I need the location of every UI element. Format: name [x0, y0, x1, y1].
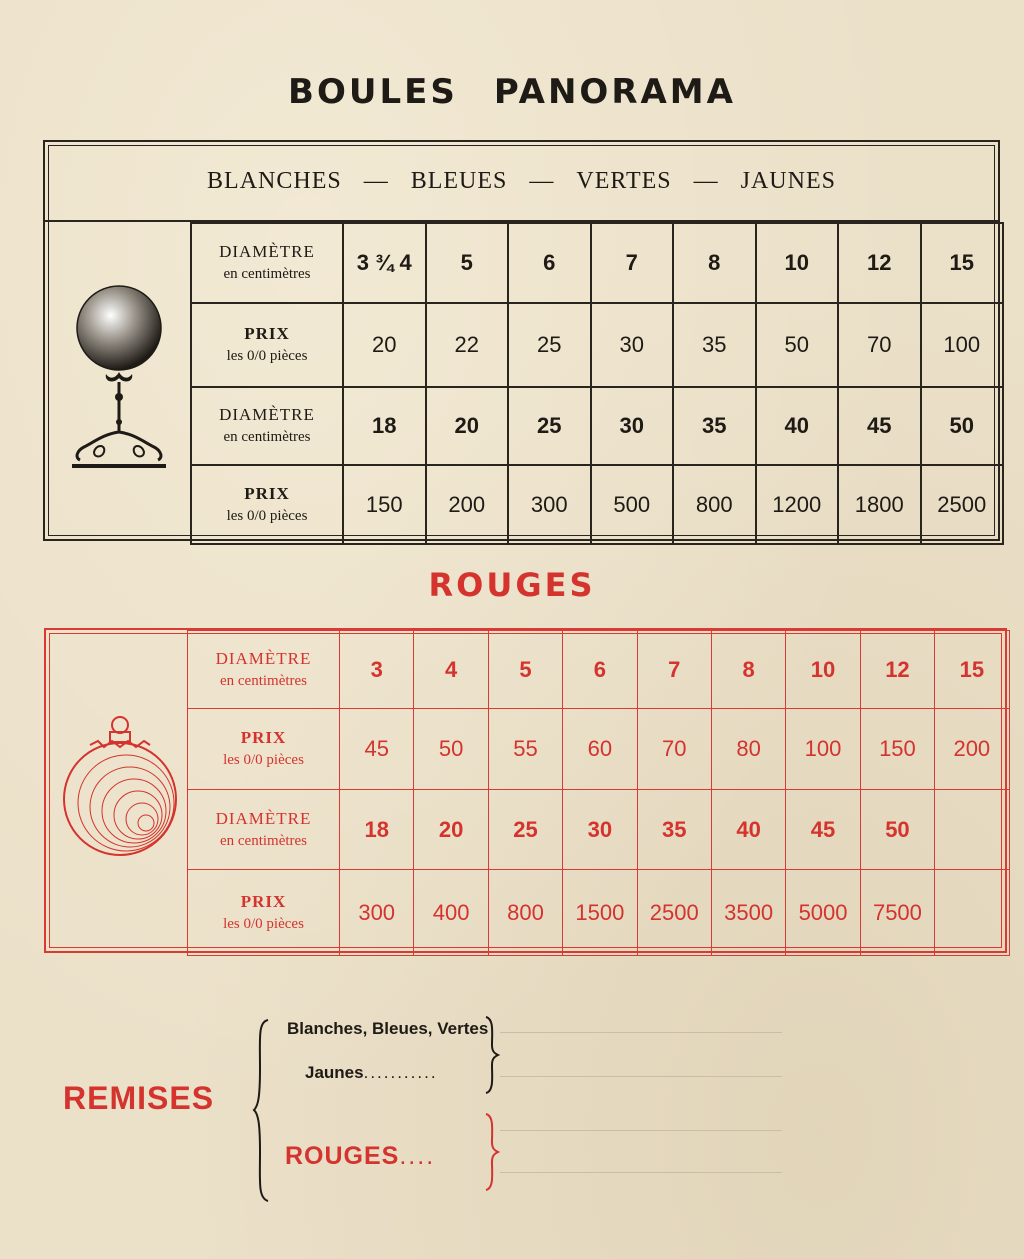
- price-cell: 800: [673, 465, 756, 544]
- unit-label: en centimètres: [223, 266, 311, 282]
- diameter-cell: 10: [786, 631, 860, 709]
- diameter-cell: 30: [591, 387, 674, 465]
- diameter-label-cell: [188, 631, 340, 709]
- ornament-ball-illustration: [60, 715, 185, 860]
- price-cell: 7500: [860, 870, 934, 956]
- diameter-cell: 3: [340, 631, 414, 709]
- right-brace-black: [482, 1015, 500, 1095]
- diameter-cell: 8: [673, 223, 756, 303]
- table-row: [188, 790, 1010, 870]
- diameter-cell: 7: [637, 631, 711, 709]
- red-grid: [187, 630, 1010, 956]
- diameter-cell: 12: [860, 631, 934, 709]
- blank-line: [500, 1032, 782, 1033]
- price-cell: 150: [343, 465, 426, 544]
- table-row: [191, 387, 1003, 465]
- color-bleues: BLEUES: [410, 167, 508, 194]
- color-jaunes: JAUNES: [740, 167, 836, 194]
- price-cell: 70: [637, 709, 711, 790]
- price-cell: 200: [935, 709, 1009, 790]
- diameter-cell: 35: [637, 790, 711, 870]
- diameter-cell: 40: [711, 790, 785, 870]
- prix-label: PRIX: [240, 728, 287, 747]
- price-cell: 100: [786, 709, 860, 790]
- price-cell: 55: [488, 709, 562, 790]
- price-cell: 70: [838, 303, 921, 387]
- diameter-cell: 50: [860, 790, 934, 870]
- dash: —: [529, 167, 555, 194]
- table-row: [188, 631, 1010, 709]
- glass-ball-stand-illustration: [64, 282, 174, 482]
- price-cell: 3500: [711, 870, 785, 956]
- black-grid: [190, 222, 1004, 545]
- diameter-cell: 20: [426, 387, 509, 465]
- price-cell: 1800: [838, 465, 921, 544]
- diameter-cell: 25: [488, 790, 562, 870]
- price-label-cell: [191, 303, 343, 387]
- diameter-cell: 5: [426, 223, 509, 303]
- diameter-label-cell: [191, 223, 343, 303]
- diameter-cell: 40: [756, 387, 839, 465]
- title-word-2: PANORAMA: [493, 72, 736, 112]
- color-vertes: VERTES: [576, 167, 672, 194]
- price-cell: 30: [591, 303, 674, 387]
- price-cell: 300: [508, 465, 591, 544]
- diameter-cell: 6: [508, 223, 591, 303]
- table-row: [188, 870, 1010, 956]
- diameter-cell: 12: [838, 223, 921, 303]
- price-cell: 1500: [563, 870, 637, 956]
- red-price-table: [44, 628, 1007, 953]
- diameter-cell: 7: [591, 223, 674, 303]
- prix-label: PRIX: [244, 324, 290, 343]
- price-cell: 200: [426, 465, 509, 544]
- diameter-cell: 6: [563, 631, 637, 709]
- right-brace-red: [482, 1112, 500, 1192]
- diameter-cell: 15: [935, 631, 1009, 709]
- price-cell: 500: [591, 465, 674, 544]
- unit-label: en centimètres: [219, 672, 308, 689]
- prix-label: PRIX: [244, 483, 290, 503]
- diametre-label: DIAMÈTRE: [215, 808, 312, 828]
- remise-rouges: [285, 1142, 435, 1171]
- blank-line: [500, 1076, 782, 1077]
- diametre-label: DIAMÈTRE: [219, 242, 315, 261]
- diameter-cell: 3 ¾ 4: [343, 223, 426, 303]
- price-cell: 2500: [637, 870, 711, 956]
- remise-rouges-label: ROUGES: [285, 1142, 400, 1170]
- price-cell: 45: [340, 709, 414, 790]
- dash: —: [693, 167, 719, 194]
- leader-dots: ....: [399, 1142, 436, 1170]
- price-label-cell: [188, 709, 340, 790]
- price-cell: 35: [673, 303, 756, 387]
- left-brace: [252, 1018, 272, 1203]
- price-cell: 800: [488, 870, 562, 956]
- remise-blanches-bleues-vertes: Blanches, Bleues, Vertes: [287, 1019, 489, 1038]
- price-cell: [935, 870, 1009, 956]
- diameter-cell: 20: [414, 790, 488, 870]
- color-blanches: BLANCHES: [207, 167, 342, 194]
- diameter-cell: 10: [756, 223, 839, 303]
- price-cell: 22: [426, 303, 509, 387]
- leader-dots: ...........: [363, 1063, 438, 1082]
- price-cell: 20: [343, 303, 426, 387]
- diameter-cell: 18: [340, 790, 414, 870]
- price-label-cell: [191, 465, 343, 544]
- price-cell: 300: [340, 870, 414, 956]
- diameter-cell: 35: [673, 387, 756, 465]
- diameter-cell: 5: [488, 631, 562, 709]
- price-cell: 60: [563, 709, 637, 790]
- blank-line: [500, 1172, 782, 1173]
- price-cell: 400: [414, 870, 488, 956]
- price-cell: 150: [860, 709, 934, 790]
- page-title: [0, 72, 1024, 112]
- diameter-cell: 45: [786, 790, 860, 870]
- per-hundred-label: les 0/0 pièces: [223, 752, 304, 768]
- price-label-cell: [188, 870, 340, 956]
- price-cell: 2500: [921, 465, 1004, 544]
- price-cell: 80: [711, 709, 785, 790]
- diameter-cell: [935, 790, 1009, 870]
- rouges-title: ROUGES: [428, 566, 596, 604]
- unit-label: en centimètres: [223, 429, 311, 445]
- price-cell: 1200: [756, 465, 839, 544]
- price-cell: 100: [921, 303, 1004, 387]
- remise-jaunes: [305, 1063, 438, 1083]
- table-row: [191, 223, 1003, 303]
- remise-jaunes-label: Jaunes: [305, 1063, 364, 1082]
- diametre-label: DIAMÈTRE: [219, 405, 315, 424]
- diameter-cell: 18: [343, 387, 426, 465]
- price-cell: 50: [414, 709, 488, 790]
- unit-label: en centimètres: [219, 832, 308, 849]
- black-price-table: [43, 140, 1000, 541]
- dash: —: [363, 167, 389, 194]
- price-cell: 25: [508, 303, 591, 387]
- price-cell: 5000: [786, 870, 860, 956]
- prix-label: PRIX: [240, 891, 287, 911]
- remises-label: REMISES: [63, 1080, 215, 1116]
- per-hundred-label: les 0/0 pièces: [226, 507, 308, 524]
- table-row: [191, 303, 1003, 387]
- title-word-1: BOULES: [288, 72, 458, 112]
- table-row: [188, 709, 1010, 790]
- table-row: [191, 465, 1003, 544]
- per-hundred-label: les 0/0 pièces: [223, 915, 304, 932]
- diameter-cell: 30: [563, 790, 637, 870]
- diameter-cell: 4: [414, 631, 488, 709]
- diameter-cell: 50: [921, 387, 1004, 465]
- diameter-label-cell: [191, 387, 343, 465]
- diameter-label-cell: [188, 790, 340, 870]
- per-hundred-label: les 0/0 pièces: [226, 348, 308, 364]
- diameter-cell: 8: [711, 631, 785, 709]
- diameter-cell: 15: [921, 223, 1004, 303]
- colors-row: [45, 142, 998, 222]
- diameter-cell: 45: [838, 387, 921, 465]
- diameter-cell: 25: [508, 387, 591, 465]
- blank-line: [500, 1130, 782, 1131]
- diametre-label: DIAMÈTRE: [215, 648, 312, 668]
- price-cell: 50: [756, 303, 839, 387]
